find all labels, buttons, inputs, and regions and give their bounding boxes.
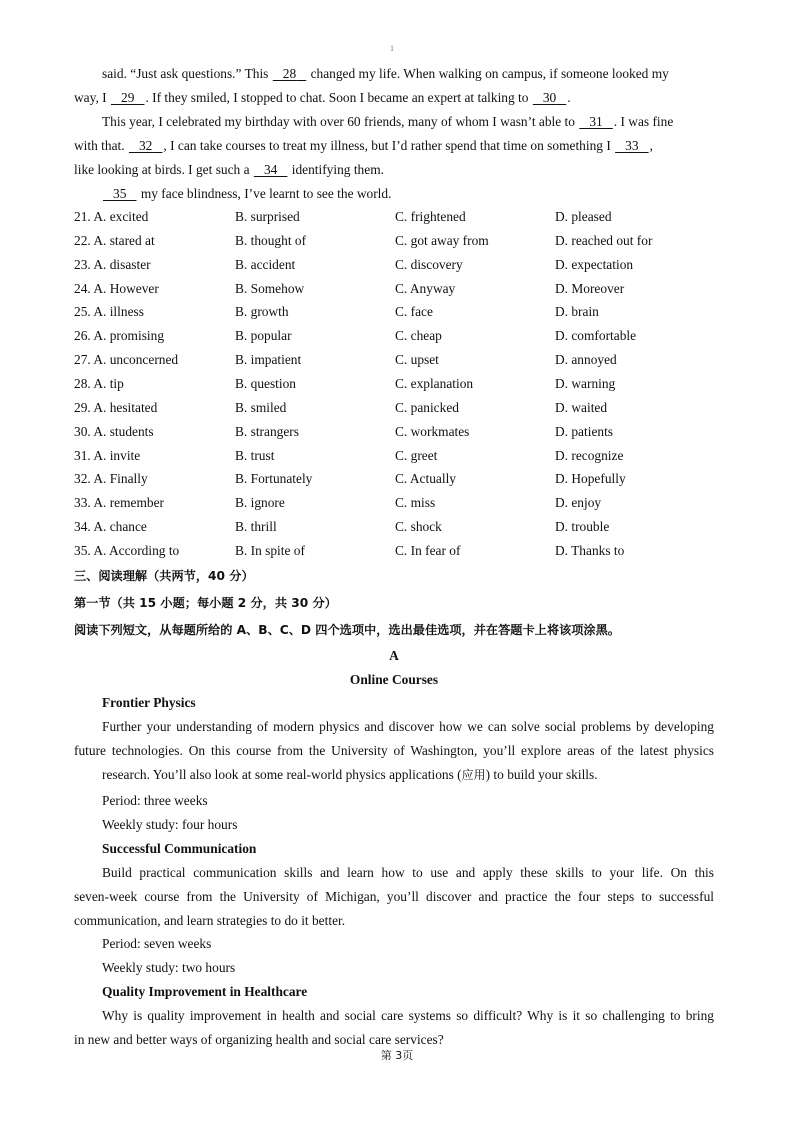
option-item: 21. A. excited <box>74 209 149 224</box>
section-heading: 三、阅读理解（共两节，40 分） <box>74 569 254 583</box>
option-row <box>74 208 714 226</box>
cloze-line-3 <box>74 113 673 131</box>
option-item: 28. A. tip <box>74 375 124 391</box>
option-item: D. trouble <box>555 519 610 535</box>
blank-28: 28 <box>282 66 297 81</box>
course-title-communication: Successful Communication <box>102 841 257 856</box>
option-item: C. In fear of <box>395 542 461 558</box>
option-item: D. waited <box>555 399 608 415</box>
option-row <box>74 303 714 321</box>
course-desc-line: Further your understanding of modern physics and discover how we can solve social problems by developing <box>102 719 714 734</box>
cloze-text: said. “Just ask questions.” This <box>102 66 272 81</box>
cloze-line-1 <box>74 65 669 83</box>
blank-33: 33 <box>625 138 639 153</box>
option-row <box>74 327 714 345</box>
cjk-gloss: 应用 <box>461 768 486 782</box>
option-item: 29. A. hesitated <box>74 399 158 415</box>
option-item: D. reached out for <box>555 232 653 248</box>
option-item: 31. A. invite <box>74 447 141 463</box>
option-item: B. question <box>235 375 297 391</box>
option-item: B. impatient <box>235 352 302 368</box>
blank-32: 32 <box>138 138 153 153</box>
option-item: C. shock <box>395 519 442 535</box>
option-item: D. pleased <box>555 209 612 224</box>
option-item: D. Thanks to <box>555 542 625 558</box>
option-row <box>74 470 714 488</box>
option-item: B. popular <box>235 328 292 344</box>
blank-30: 30 <box>542 90 557 105</box>
option-item: C. miss <box>395 495 436 511</box>
option-item: C. frightened <box>395 209 466 224</box>
option-item: C. panicked <box>395 399 459 415</box>
option-item: 32. A. Finally <box>74 471 148 487</box>
course-weekly: Weekly study: four hours <box>102 817 238 832</box>
option-item: D. recognize <box>555 447 624 463</box>
cloze-text: . If they smiled, I stopped to chat. Soon I became an expert at talking to <box>145 90 532 105</box>
option-row <box>74 232 714 250</box>
option-item: D. comfortable <box>555 328 637 344</box>
blank-34: 34 <box>263 162 278 177</box>
option-row <box>74 280 714 298</box>
course-period: Period: seven weeks <box>102 936 212 951</box>
option-row <box>74 256 714 274</box>
option-row <box>74 447 714 465</box>
option-item: D. Hopefully <box>555 471 626 487</box>
course-desc-line: research. You’ll also look at some real-world physics applications (应用) to build your skills. <box>102 767 598 782</box>
course-desc-line: in new and better ways of organizing health and social care services? <box>74 1032 444 1047</box>
option-item: B. strangers <box>235 423 299 439</box>
passage-letter: A <box>389 648 399 663</box>
option-item: B. surprised <box>235 209 300 224</box>
option-item: 23. A. disaster <box>74 256 151 272</box>
cloze-text: my face blindness, I’ve learnt to see the world. <box>137 186 392 201</box>
option-item: C. face <box>395 304 433 320</box>
course-desc-line: future technologies. On this course from the University of Washington, you’ll explore areas of the latest physics <box>74 743 714 758</box>
passage-title: Online Courses <box>349 672 439 687</box>
option-item: B. Fortunately <box>235 471 313 487</box>
cloze-text: changed my life. When walking on campus, if someone looked my <box>307 66 669 81</box>
option-row <box>74 399 714 417</box>
option-item: 33. A. remember <box>74 495 164 511</box>
option-item: D. warning <box>555 375 616 391</box>
option-row <box>74 351 714 369</box>
option-item: 34. A. chance <box>74 519 147 535</box>
option-item: C. workmates <box>395 423 470 439</box>
option-item: D. Moreover <box>555 280 625 296</box>
option-item: 24. A. However <box>74 280 159 296</box>
option-row <box>74 494 714 512</box>
part-heading: 第一节（共 15 小题；每小题 2 分，共 30 分） <box>74 596 337 610</box>
course-desc-line: Build practical communication skills and learn how to use and apply these skills to your life. On this <box>102 865 714 880</box>
cloze-text: way, I <box>74 90 110 105</box>
option-item: 27. A. unconcerned <box>74 352 179 368</box>
option-item: B. ignore <box>235 495 285 511</box>
course-desc-line: Why is quality improvement in health and social care systems so difficult? Why is it so challenging to bring <box>102 1008 714 1023</box>
option-row <box>74 518 714 536</box>
option-item: C. discovery <box>395 256 463 272</box>
option-item: C. Actually <box>395 471 456 487</box>
option-item: D. expectation <box>555 256 634 272</box>
option-item: 26. A. promising <box>74 328 165 344</box>
course-desc-line: seven-week course from the University of Michigan, you’ll discover and practice the four steps to successful <box>74 889 714 904</box>
option-item: C. got away from <box>395 232 489 248</box>
cloze-text: , <box>649 138 653 153</box>
cloze-text: with that. <box>74 138 128 153</box>
course-title-physics: Frontier Physics <box>102 695 196 710</box>
option-item: B. trust <box>235 447 275 463</box>
option-item: 22. A. stared at <box>74 232 155 248</box>
option-row <box>74 423 714 441</box>
option-item: D. annoyed <box>555 352 617 368</box>
option-item: B. Somehow <box>235 280 305 296</box>
instruction: 阅读下列短文，从每题所给的 A、B、C、D 四个选项中，选出最佳选项，并在答题卡上将该项涂黑。 <box>74 623 620 637</box>
cloze-text: identifying them. <box>288 162 384 177</box>
cloze-line-6 <box>74 185 391 203</box>
cloze-line-5 <box>74 161 384 179</box>
cloze-text: This year, I celebrated my birthday with over 60 friends, many of whom I wasn’t able to <box>102 114 579 129</box>
option-item: C. greet <box>395 447 438 463</box>
cloze-text: . <box>567 90 571 105</box>
cloze-line-2 <box>74 89 571 107</box>
cloze-text: , I can take courses to treat my illness, but I’d rather spend that time on something I <box>163 138 615 153</box>
course-weekly: Weekly study: two hours <box>102 960 236 975</box>
page-number: 第 3页 <box>380 1049 414 1062</box>
course-period: Period: three weeks <box>102 793 208 808</box>
blank-31: 31 <box>589 114 603 129</box>
option-row <box>74 375 714 393</box>
option-item: C. cheap <box>395 328 442 344</box>
option-item: C. explanation <box>395 375 474 391</box>
option-item: B. thought of <box>235 232 307 248</box>
option-item: D. patients <box>555 423 614 439</box>
course-title-healthcare: Quality Improvement in Healthcare <box>102 984 308 999</box>
option-item: 30. A. students <box>74 423 154 439</box>
blank-29: 29 <box>121 90 135 105</box>
option-row <box>74 542 714 560</box>
course-desc-line: communication, and learn strategies to do it better. <box>74 913 346 928</box>
cloze-text: like looking at birds. I get such a <box>74 162 253 177</box>
option-item: D. brain <box>555 304 599 320</box>
cloze-line-4 <box>74 137 653 155</box>
option-item: 25. A. illness <box>74 304 144 320</box>
page-top-mark: 1 <box>390 44 394 53</box>
option-item: B. accident <box>235 256 296 272</box>
option-item: B. In spite of <box>235 542 305 558</box>
option-item: B. thrill <box>235 519 277 535</box>
blank-35: 35 <box>113 186 127 201</box>
option-item: B. smiled <box>235 399 287 415</box>
option-item: C. Anyway <box>395 280 456 296</box>
cloze-text: . I was fine <box>613 114 674 129</box>
option-item: C. upset <box>395 352 439 368</box>
option-item: 35. A. According to <box>74 542 180 558</box>
option-item: B. growth <box>235 304 289 320</box>
option-item: D. enjoy <box>555 495 602 511</box>
